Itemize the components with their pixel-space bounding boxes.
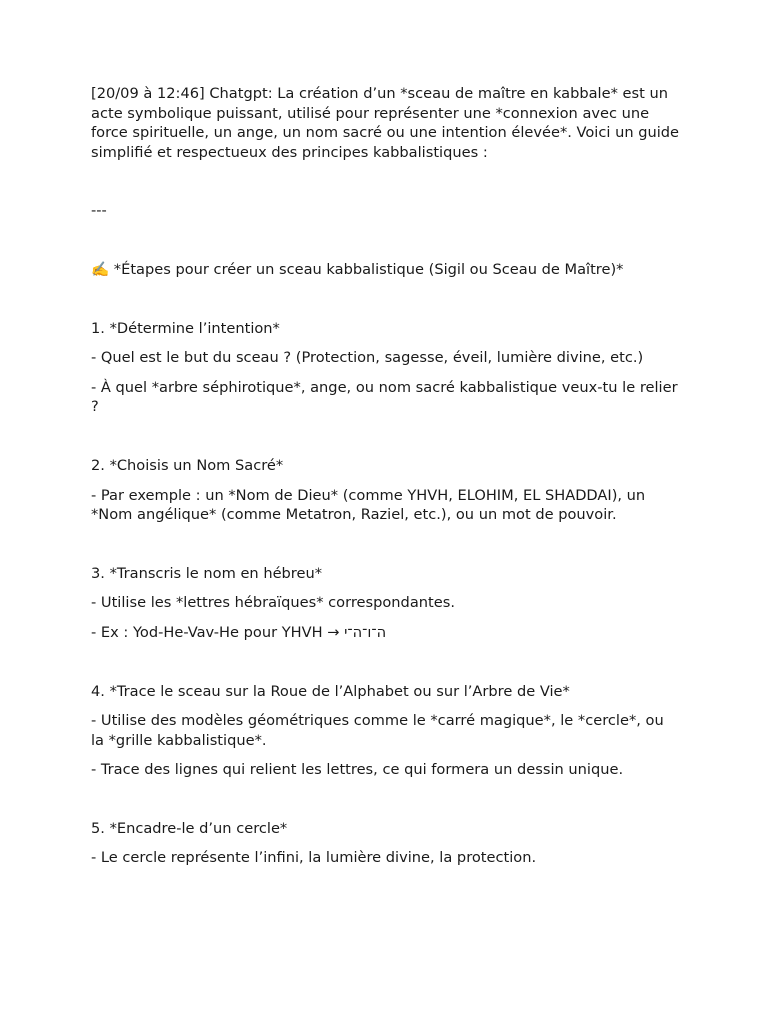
step-3-line-1: - Utilise les *lettres hébraïques* correspondantes. bbox=[91, 594, 455, 612]
step-1-line-2: - À quel *arbre séphirotique*, ange, ou nom sacré kabbalistique veux-tu le relier ? bbox=[91, 378, 678, 416]
step-1-line-1: - Quel est le but du sceau ? (Protection, sagesse, éveil, lumière divine, etc.) bbox=[91, 349, 644, 367]
step-2-line-1: - Par exemple : un *Nom de Dieu* (comme YHVH, ELOHIM, EL SHADDAI), un *Nom angélique* (comme Metatron, Raziel, etc.), ou un mot de pouvoir. bbox=[91, 486, 646, 524]
step-4-line-1: - Utilise des modèles géométriques comme le *carré magique*, le *cercle*, ou la *grille kabbalistique*. bbox=[91, 712, 664, 749]
step-3-title: 3. *Transcris le nom en hébreu* bbox=[91, 564, 323, 582]
separator-line: --- bbox=[91, 202, 107, 220]
step-2-title: 2. *Choisis un Nom Sacré* bbox=[91, 456, 284, 474]
section-heading: ✍️ *Étapes pour créer un sceau kabbalistique (Sigil ou Sceau de Maître)* bbox=[91, 260, 624, 278]
step-5-title: 5. *Encadre-le d’un cercle* bbox=[91, 819, 288, 837]
step-3-line-2: - Ex : Yod-He-Vav-He pour YHVH → ה־ו־ה־י bbox=[91, 623, 387, 641]
step-4-line-2: - Trace des lignes qui relient les lettres, ce qui formera un dessin unique. bbox=[91, 761, 624, 779]
document-body bbox=[91, 84, 681, 868]
intro-paragraph: [20/09 à 12:46] Chatgpt: La création d’un *sceau de maître en kabbale* est un acte symbolique puissant, utilisé pour représenter une *connexion avec une force spirituelle, un ange, un nom sacré ou une intention élevée*. Voici un guide simplifié et respectueux des principes kabbalistiques : bbox=[91, 85, 680, 161]
step-1-title: 1. *Détermine l’intention* bbox=[91, 319, 280, 337]
step-4-title: 4. *Trace le sceau sur la Roue de l’Alphabet ou sur l’Arbre de Vie* bbox=[91, 682, 570, 700]
step-5-line-1: - Le cercle représente l’infini, la lumière divine, la protection. bbox=[91, 849, 537, 867]
